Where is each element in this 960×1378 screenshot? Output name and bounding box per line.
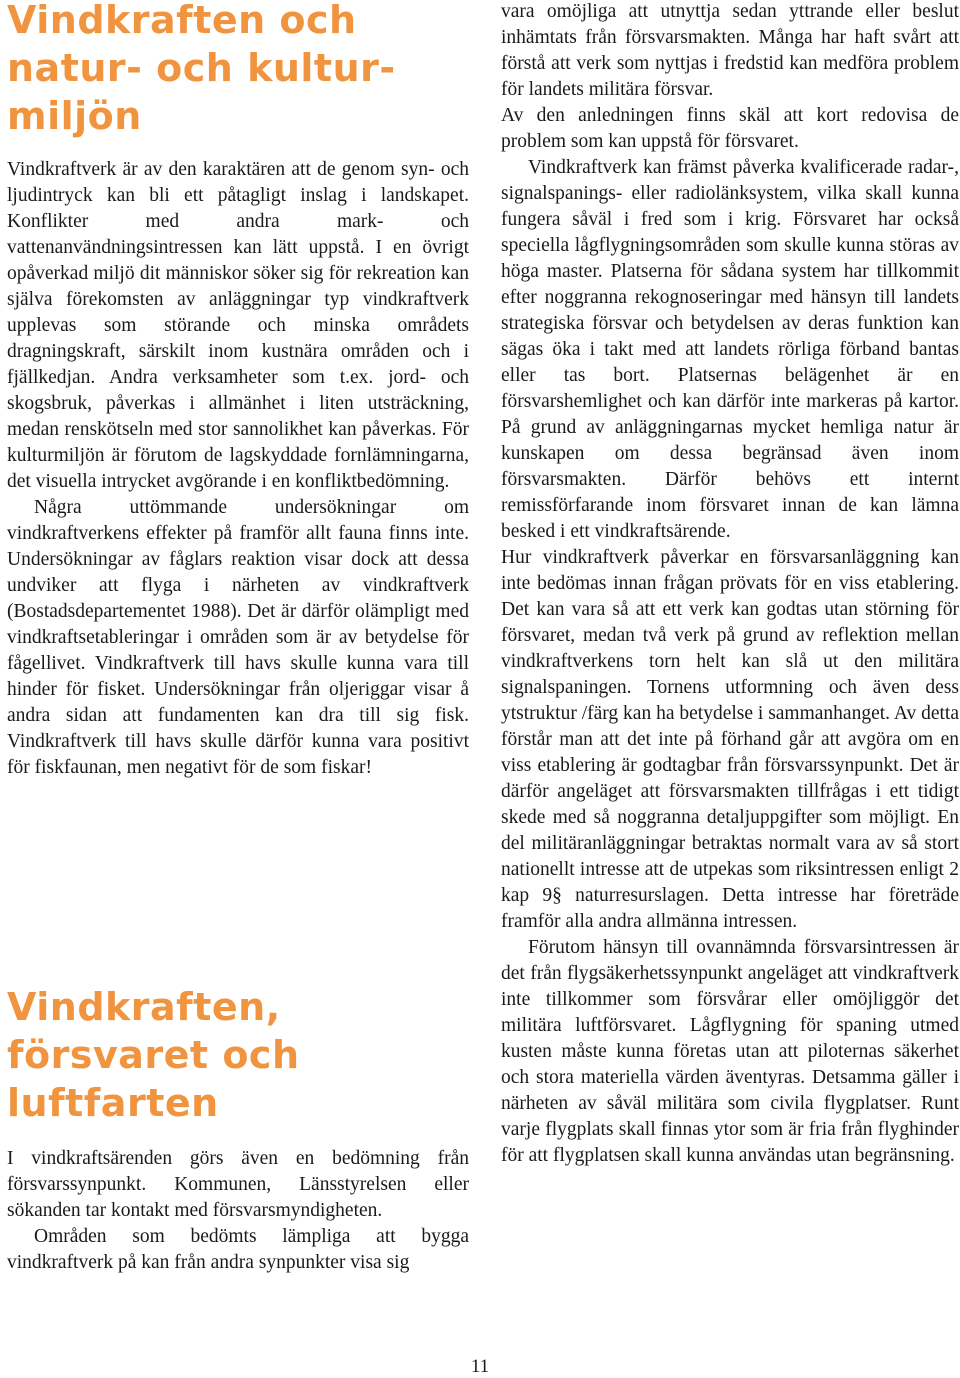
body-paragraph: I vindkraftsärenden görs även en bedömning från försvarssynpunkt. Kommunen, Länsstyrelsen eller sökanden tar kontakt med försvarsmyndigheten. bbox=[7, 1148, 469, 1221]
heading-line: Vindkraften, bbox=[7, 985, 281, 1029]
section-body-continued bbox=[501, 0, 959, 1169]
body-paragraph: Av den anledningen finns skäl att kort redovisa de problem som kan uppstå för försvaret. bbox=[501, 105, 959, 152]
section-body-defense-aviation bbox=[7, 1146, 469, 1276]
heading-line: Vindkraften och bbox=[7, 0, 357, 42]
body-paragraph: Områden som bedömts lämpliga att bygga vindkraftverk på kan från andra synpunkter visa sig bbox=[7, 1226, 469, 1273]
body-paragraph: Vindkraftverk kan främst påverka kvalificerade radar-, signalspanings- eller radiolänksystem, vilka skall kunna fungera såväl i fred som i krig. Försvaret har också speciella lågflygningsområden som skulle kunna störas av höga master. Platserna för sådana system har tillkommit efter noggranna rekognoseringar med hänsyn till landets strategiska försvar och betydelsen av deras funktion kan sägas öka i takt med att landets rörliga förband bantas eller tas bort. Platsernas belägenhet är en försvarshemlighet och kan därför inte markeras på kartor. På grund av anläggningarnas mycket hemliga natur är kunskapen om dessa begränsad även inom försvarsmakten. Därför behövs ett internt remissförfarande inom försvaret innan de kan lämna besked i ett vindkraftsärende. bbox=[501, 157, 959, 542]
body-paragraph: Hur vindkraftverk påverkar en försvarsanläggning kan inte bedömas innan frågan prövats för en viss etablering. Det kan vara så att ett verk kan godtas utan störning för försvaret, medan två verk på grund av reflektion mellan vindkraftverkens torn helt kan slå ut den militära signalspaningen. Tornens utformning och även dess ytstruktur /färg kan ha betydelse i sammanhanget. Av detta förstår man att det inte på förhand går att avgöra om en viss etablering är godtagbar från försvarssynpunkt. Det är därför angeläget att försvarsmakten tillfrågas i ett tidigt skede med så noggranna detaljuppgifter som möjligt. En del militäranläggningar betraktas normalt vara av så stort nationellt intresse att de utpekas som riksintressen enligt 2 kap 9§ naturresurslagen. Detta intresse har företräde framför alla andra allmänna intressen. bbox=[501, 547, 959, 932]
body-paragraph: Vindkraftverk är av den karaktären att de genom syn- och ljudintryck kan bli ett påtagligt inslag i landskapet. Konflikter med andra mark- och vattenanvändningsintressen kan lätt uppstå. I en övrigt opåverkad miljö dit människor söker sig för rekreation kan själva förekomsten av anläggningar typ vindkraftverk upplevas som störande och minska områdets dragningskraft, särskilt inom kustnära områden och i fjällkedjan. Andra verksamheter som t.ex. jord- och skogsbruk, påverkas i allmänhet i liten utsträckning, medan renskötseln med stor sannolikhet kan påverkas. För kulturmiljön är förutom de lagskyddade fornlämningarna, det visuella intrycket avgörande i en konfliktbedömning. bbox=[7, 159, 469, 492]
page-number: 11 bbox=[470, 1356, 490, 1377]
section-heading-defense-aviation bbox=[7, 983, 300, 1127]
section-heading-nature-culture bbox=[7, 0, 396, 140]
heading-line: miljön bbox=[7, 94, 142, 138]
section-body-nature-culture bbox=[7, 157, 469, 781]
body-paragraph: vara omöjliga att utnyttja sedan yttrande eller beslut inhämtats från försvarsmakten. Många har haft svårt att förstå att verk som nyttjas i fredstid kan medföra problem för landets militära försvar. bbox=[501, 1, 959, 100]
heading-line: luftfarten bbox=[7, 1081, 219, 1125]
body-paragraph: Några uttömmande undersökningar om vindkraftverkens effekter på framför allt fauna finns inte. Undersökningar av fåglars reaktion visar dock att dessa undviker att flyga i närheten av vindkraftverk (Bostadsdepartementet 1988). Det är därför olämpligt med vindkraftsetableringar i områden som är av betydelse för fågellivet. Vindkraftverk till havs skulle kunna vara till hinder för fisket. Undersökningar från oljeriggar visar å andra sidan att fundamenten kan dra till sig fisk. Vindkraftverk till havs skulle därför kunna vara positivt för fiskfaunan, men negativt för de som fiskar! bbox=[7, 497, 469, 778]
heading-line: försvaret och bbox=[7, 1033, 300, 1077]
body-paragraph: Förutom hänsyn till ovannämnda försvarsintressen är det från flygsäkerhetssynpunkt angeläget att vindkraftverk inte tillkommer som försvårar eller omöjliggör det militära luftförsvaret. Lågflygning för spaning utmed kusten måste kunna företas utan att piloternas säkerhet och stora materiella värden äventyras. Detsamma gäller i närheten av såväl militära som civila flygplatser. Runt varje flygplats skall finnas ytor som är fria från flyghinder för att flygplatsen skall kunna användas utan begränsning. bbox=[501, 937, 959, 1166]
heading-line: natur- och kultur- bbox=[7, 46, 396, 90]
